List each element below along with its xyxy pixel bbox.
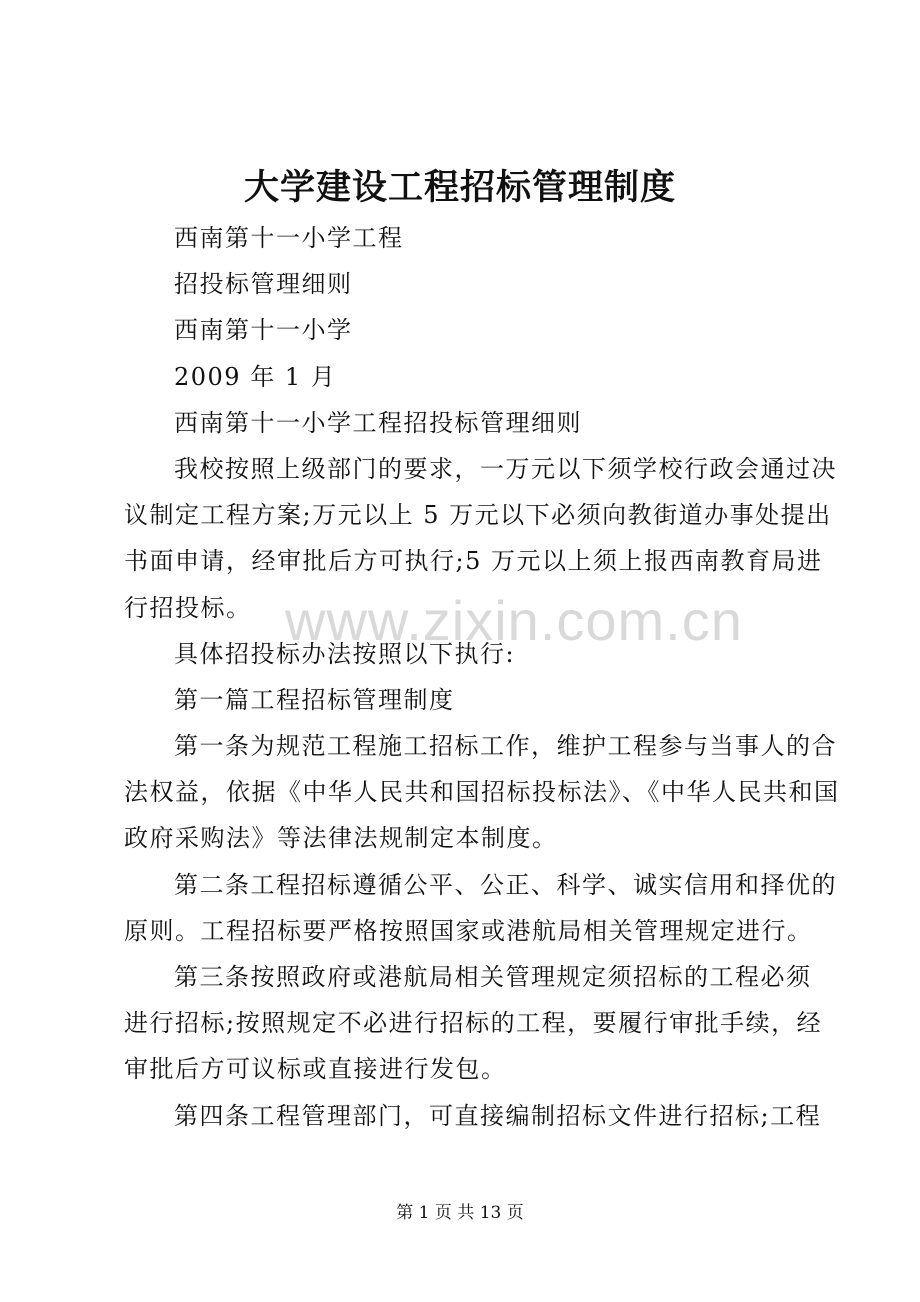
body-line: 行招投标。: [124, 593, 252, 622]
body-line: 审批后方可议标或直接进行发包。: [124, 1055, 507, 1084]
document-title: 大学建设工程招标管理制度: [243, 167, 676, 208]
body-line: 西南第十一小学: [174, 316, 353, 345]
body-line: 招投标管理细则: [174, 270, 353, 299]
body-line: 进行招标;按照规定不必进行招标的工程，要履行审批手续，经: [124, 1009, 823, 1038]
body-line: 第二条工程招标遵循公平、公正、科学、诚实信用和择优的: [174, 870, 837, 899]
page-footer: 第 1 页 共 13 页: [396, 1203, 524, 1223]
body-line: 2009 年 1 月: [174, 362, 337, 391]
body-line: 法权益，依据《中华人民共和国招标投标法》、《中华人民共和国: [124, 778, 840, 807]
document-body: [124, 215, 840, 1139]
body-line: 议制定工程方案;万元以上 5 万元以下必须向教街道办事处提出: [124, 501, 832, 530]
body-line: 第一条为规范工程施工招标工作，维护工程参与当事人的合: [174, 732, 837, 761]
body-line: 西南第十一小学工程: [174, 224, 404, 252]
body-line: 具体招投标办法按照以下执行:: [174, 639, 516, 668]
body-line: 书面申请，经审批后方可执行;5 万元以上须上报西南教育局进: [124, 547, 823, 576]
watermark: www.zixin.com.cn: [285, 589, 743, 652]
body-line: 政府采购法》等法律法规制定本制度。: [124, 824, 558, 853]
body-line: 第一篇工程招标管理制度: [174, 685, 455, 714]
body-line: 西南第十一小学工程招投标管理细则: [174, 408, 582, 437]
body-line: 第四条工程管理部门，可直接编制招标文件进行招标;工程: [174, 1101, 822, 1130]
body-line: 原则。工程招标要严格按照国家或港航局相关管理规定进行。: [124, 916, 813, 945]
body-line: 第三条按照政府或港航局相关管理规定须招标的工程必须: [174, 963, 812, 991]
body-line: 我校按照上级部门的要求，一万元以下须学校行政会通过决: [174, 454, 837, 483]
